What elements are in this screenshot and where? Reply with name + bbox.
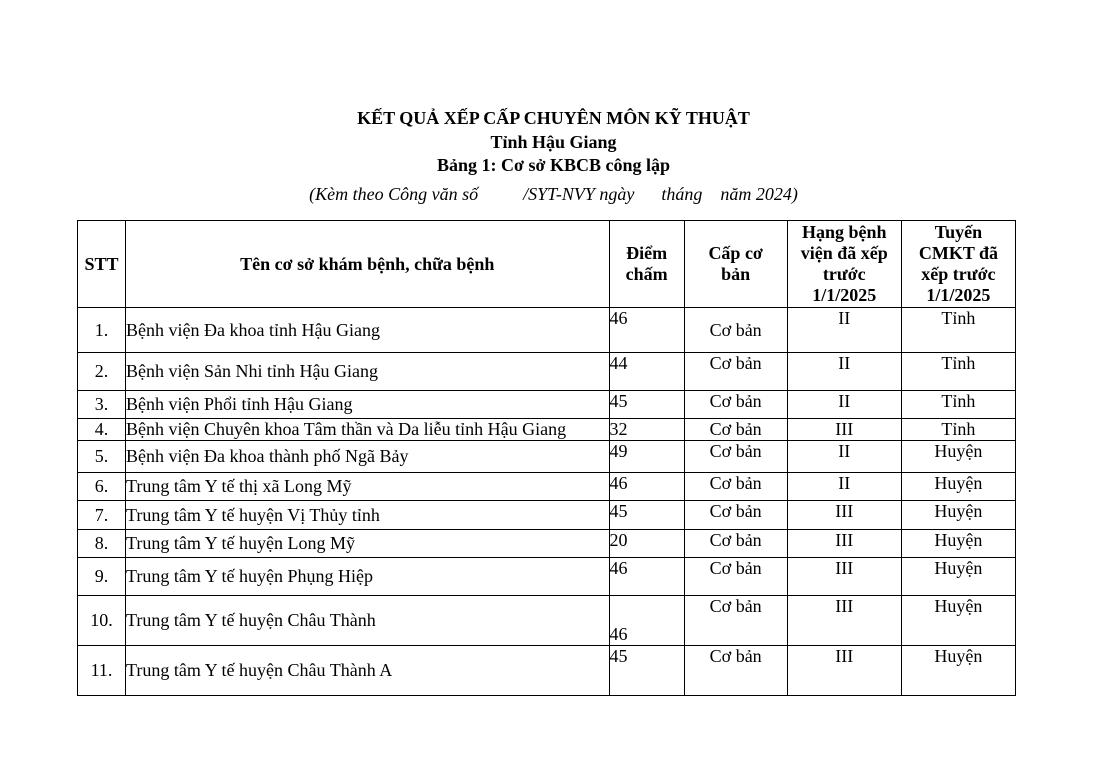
- row-score: 45: [609, 646, 684, 696]
- row-tier: Huyện: [901, 596, 1015, 646]
- row-score: 20: [609, 530, 684, 558]
- row-name: Bệnh viện Đa khoa tỉnh Hậu Giang: [126, 308, 610, 353]
- row-tier: Huyện: [901, 646, 1015, 696]
- row-stt: 10.: [78, 596, 126, 646]
- row-stt: 8.: [78, 530, 126, 558]
- row-level: Cơ bản: [684, 353, 787, 391]
- row-stt: 2.: [78, 353, 126, 391]
- header-score: Điểm chấm: [609, 221, 684, 308]
- row-stt: 1.: [78, 308, 126, 353]
- table-row: [78, 596, 1016, 646]
- table-row: [78, 646, 1016, 696]
- row-score: 44: [609, 353, 684, 391]
- row-name: Trung tâm Y tế thị xã Long Mỹ: [126, 473, 610, 501]
- row-rank: III: [787, 530, 901, 558]
- table-row: [78, 530, 1016, 558]
- row-level: Cơ bản: [684, 419, 787, 441]
- row-name: Bệnh viện Phổi tỉnh Hậu Giang: [126, 391, 610, 419]
- row-stt: 5.: [78, 441, 126, 473]
- row-name: Bệnh viện Đa khoa thành phố Ngã Bảy: [126, 441, 610, 473]
- header-stt: STT: [78, 221, 126, 308]
- document-subtitle: (Kèm theo Công văn số /SYT-NVY ngày tháng năm 2024): [309, 184, 798, 204]
- row-score: 49: [609, 441, 684, 473]
- row-rank: II: [787, 308, 901, 353]
- row-level: Cơ bản: [684, 308, 787, 353]
- row-rank: III: [787, 501, 901, 530]
- table-row: [78, 308, 1016, 353]
- row-tier: Tỉnh: [901, 308, 1015, 353]
- row-tier: Tỉnh: [901, 353, 1015, 391]
- header-tier: Tuyến CMKT đã xếp trước 1/1/2025: [901, 221, 1015, 308]
- row-level: Cơ bản: [684, 441, 787, 473]
- row-tier: Tỉnh: [901, 391, 1015, 419]
- row-score: 46: [609, 558, 684, 596]
- table-row: [78, 558, 1016, 596]
- row-score: 45: [609, 391, 684, 419]
- row-stt: 9.: [78, 558, 126, 596]
- row-stt: 3.: [78, 391, 126, 419]
- row-score: 45: [609, 501, 684, 530]
- row-rank: III: [787, 419, 901, 441]
- row-tier: Huyện: [901, 558, 1015, 596]
- row-name: Trung tâm Y tế huyện Châu Thành A: [126, 646, 610, 696]
- row-score: 32: [609, 419, 684, 441]
- row-level: Cơ bản: [684, 530, 787, 558]
- row-rank: III: [787, 596, 901, 646]
- row-level: Cơ bản: [684, 473, 787, 501]
- row-name: Bệnh viện Chuyên khoa Tâm thần và Da liễu tỉnh Hậu Giang: [126, 419, 610, 441]
- document-title: KẾT QUẢ XẾP CẤP CHUYÊN MÔN KỸ THUẬT: [357, 108, 750, 128]
- header-level: Cấp cơ bản: [684, 221, 787, 308]
- row-rank: III: [787, 558, 901, 596]
- row-stt: 11.: [78, 646, 126, 696]
- row-tier: Huyện: [901, 530, 1015, 558]
- row-level: Cơ bản: [684, 558, 787, 596]
- results-table: [77, 220, 1016, 696]
- row-score: 46: [609, 596, 684, 646]
- table-row: [78, 391, 1016, 419]
- row-rank: II: [787, 391, 901, 419]
- table-row: [78, 501, 1016, 530]
- table-row: [78, 441, 1016, 473]
- row-rank: II: [787, 353, 901, 391]
- row-tier: Huyện: [901, 501, 1015, 530]
- row-name: Trung tâm Y tế huyện Long Mỹ: [126, 530, 610, 558]
- table-row: [78, 419, 1016, 441]
- row-rank: III: [787, 646, 901, 696]
- row-level: Cơ bản: [684, 501, 787, 530]
- header-name: Tên cơ sở khám bệnh, chữa bệnh: [126, 221, 610, 308]
- row-name: Bệnh viện Sản Nhi tỉnh Hậu Giang: [126, 353, 610, 391]
- row-name: Trung tâm Y tế huyện Châu Thành: [126, 596, 610, 646]
- row-tier: Huyện: [901, 441, 1015, 473]
- row-stt: 7.: [78, 501, 126, 530]
- row-score: 46: [609, 308, 684, 353]
- table-header-row: [78, 221, 1016, 308]
- row-name: Trung tâm Y tế huyện Vị Thủy tỉnh: [126, 501, 610, 530]
- table-row: [78, 473, 1016, 501]
- row-name: Trung tâm Y tế huyện Phụng Hiệp: [126, 558, 610, 596]
- row-rank: II: [787, 441, 901, 473]
- table-title: Bảng 1: Cơ sở KBCB công lập: [437, 155, 670, 175]
- row-level: Cơ bản: [684, 646, 787, 696]
- row-tier: Huyện: [901, 473, 1015, 501]
- row-level: Cơ bản: [684, 391, 787, 419]
- table-row: [78, 353, 1016, 391]
- row-score: 46: [609, 473, 684, 501]
- row-stt: 4.: [78, 419, 126, 441]
- row-tier: Tỉnh: [901, 419, 1015, 441]
- row-level: Cơ bản: [684, 596, 787, 646]
- row-stt: 6.: [78, 473, 126, 501]
- province-name: Tỉnh Hậu Giang: [490, 132, 617, 152]
- row-rank: II: [787, 473, 901, 501]
- header-rank: Hạng bệnh viện đã xếp trước 1/1/2025: [787, 221, 901, 308]
